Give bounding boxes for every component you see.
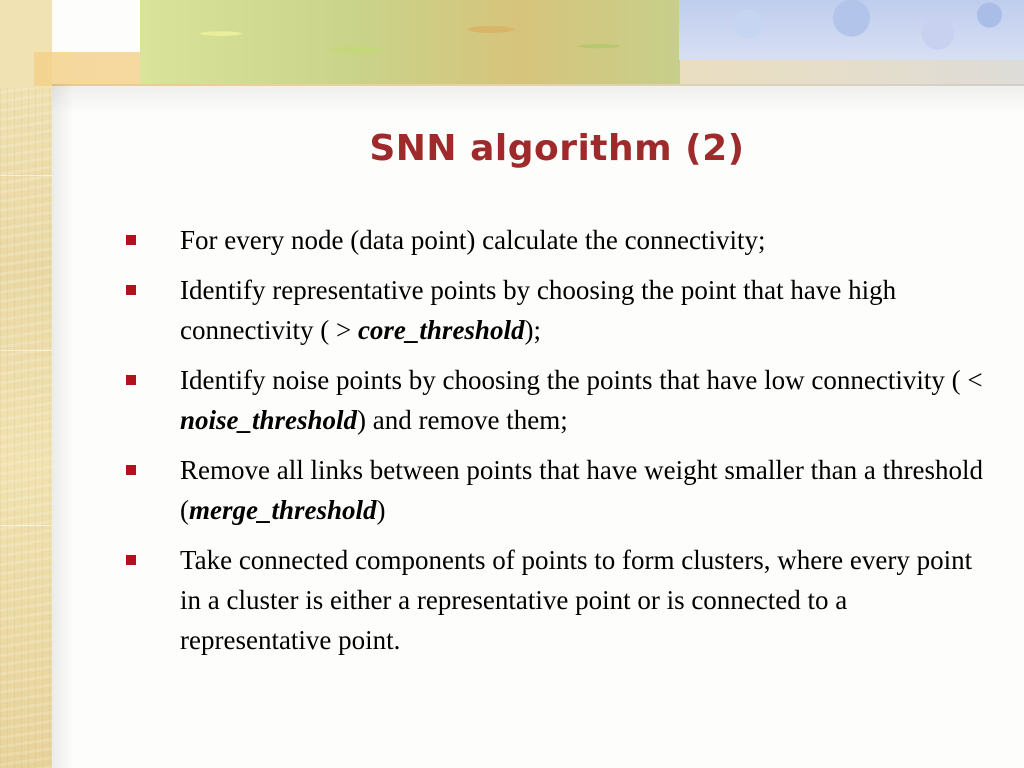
square-bullet-icon: [126, 465, 136, 475]
bullet-item: [120, 220, 990, 260]
bullet-text: Identify representative points by choosing the point that have high connectivity ( >: [180, 275, 897, 345]
bullet-item: [120, 540, 990, 660]
bullet-text: Identify noise points by choosing the points that have low connectivity ( <: [180, 365, 983, 395]
bullet-text: Remove all links between points that have weight smaller than a threshold (: [180, 455, 984, 525]
bullet-text: );: [524, 315, 541, 345]
bullet-text: Take connected components of points to form clusters, where every point in a cluster is either a representative point or is connected to a representative point.: [180, 545, 973, 655]
square-bullet-icon: [126, 285, 136, 295]
bullet-item: [120, 360, 990, 440]
square-bullet-icon: [126, 375, 136, 385]
bullet-item: [120, 450, 990, 530]
banner-leaf-texture: [140, 0, 680, 84]
top-decorative-banner: [0, 0, 1024, 88]
slide-title: SNN algorithm (2): [369, 128, 745, 169]
bullet-term-core-threshold: core_threshold: [357, 315, 525, 345]
bullet-item: [120, 270, 990, 350]
bullet-text: ) and remove them;: [357, 405, 568, 435]
bullet-text: ): [376, 495, 386, 525]
square-bullet-icon: [126, 235, 136, 245]
slide-top-shadow: [52, 84, 1024, 114]
slide-left-shadow: [52, 84, 74, 768]
square-bullet-icon: [126, 555, 136, 565]
left-decorative-strip: [0, 0, 52, 768]
bullet-text: For every node (data point) calculate the connectivity;: [180, 225, 766, 255]
bullet-term-noise-threshold: noise_threshold: [180, 405, 358, 435]
banner-blue-texture: [679, 0, 1024, 60]
bullet-list: [120, 220, 990, 670]
bullet-term-merge-threshold: merge_threshold: [189, 495, 377, 525]
